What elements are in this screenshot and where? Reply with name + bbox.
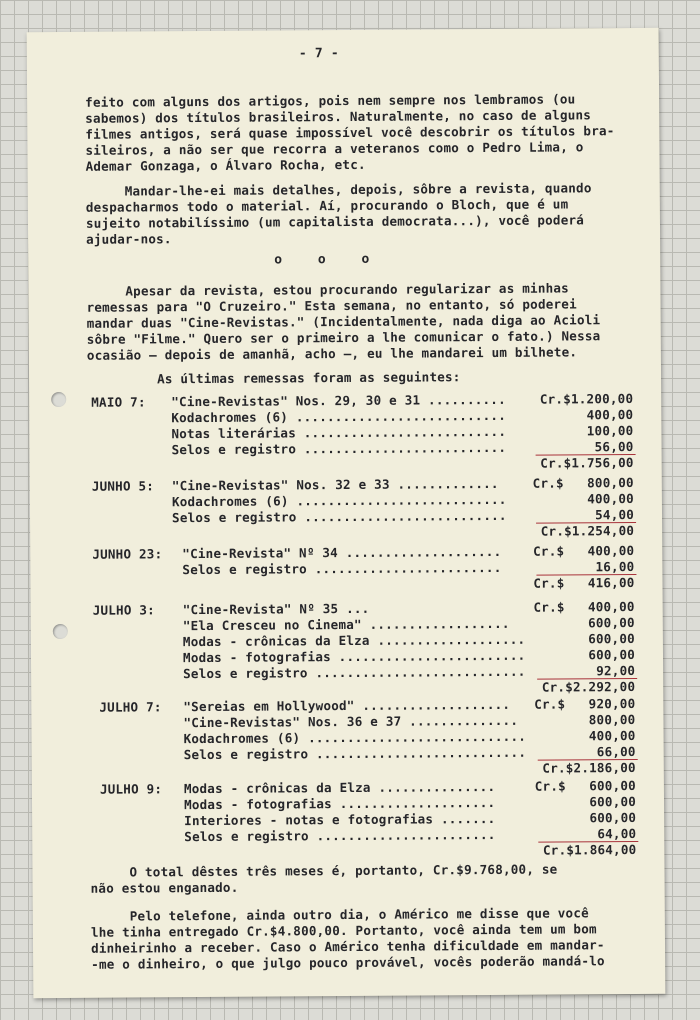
- remittance-date: JUNHO 5:: [91, 478, 155, 494]
- remittance-date: JULHO 9:: [99, 781, 163, 797]
- remittance-block: [29, 390, 661, 471]
- item-amount: 600,00: [589, 793, 637, 810]
- item-description: Selos e registro ..........................: [171, 439, 507, 458]
- text-line: mandar duas "Cine-Revistas." (Incidentalmente, nada diga ao Acioli: [86, 312, 601, 331]
- text-line: lhe tinha entregado Cr.$4.800,00. Portanto, você ainda tem um bom: [90, 921, 597, 940]
- item-description: "Cine-Revista" Nº 34 ....................: [182, 543, 502, 562]
- item-description: Modas - fotografias ....................: [183, 794, 496, 813]
- item-amount: 16,00: [595, 558, 635, 575]
- item-description: Modas - crônicas da Elza ...............: [183, 778, 496, 797]
- typed-text-area: [27, 28, 659, 972]
- item-amount: 400,00: [586, 406, 634, 423]
- remittance-date: JUNHO 23:: [92, 546, 163, 562]
- item-amount: 64,00: [597, 825, 637, 842]
- item-amount: Cr.$ 400,00: [533, 598, 635, 615]
- typed-letter-page: [27, 28, 666, 998]
- page-number: - 7 -: [298, 46, 339, 62]
- item-description: Selos e registro ..........................: [171, 507, 507, 526]
- text-line: filmes antigos, será quase impossível você descobrir os títulos bra-: [85, 123, 615, 142]
- text-line: ocasião — depois de amanhã, acho —, eu lhe mandarei um bilhete.: [86, 344, 578, 363]
- item-amount: 800,00: [588, 711, 636, 728]
- remittance-total: Cr.$ 416,00: [533, 574, 635, 591]
- remittance-total: Cr.$2.292,00: [541, 678, 636, 695]
- binder-hole: [51, 392, 66, 407]
- item-amount: Cr.$ 920,00: [534, 695, 636, 712]
- text-line: ajudar-nos.: [86, 231, 172, 247]
- remittance-total: Cr.$1.254,00: [540, 522, 635, 539]
- item-description: Selos e registro .......................: [184, 826, 496, 845]
- item-amount: 54,00: [595, 506, 635, 523]
- item-description: Kodachromes (6) ............................: [183, 728, 527, 747]
- remittance-block: [30, 474, 662, 539]
- item-amount: 600,00: [588, 646, 636, 663]
- item-amount: Cr.$ 600,00: [534, 777, 636, 794]
- item-amount: 100,00: [586, 422, 634, 439]
- item-description: "Cine-Revistas" Nos. 36 e 37 ..............: [183, 712, 519, 731]
- item-amount: 600,00: [588, 630, 635, 647]
- text-line: Mandar-lhe-ei mais detalhes, depois, sôbre a revista, quando: [85, 180, 592, 199]
- item-amount: Cr.$ 400,00: [533, 542, 635, 559]
- item-description: Kodachromes (6) ...........................: [171, 491, 507, 510]
- text-line: não estou enganado.: [90, 879, 239, 896]
- item-amount: 400,00: [588, 727, 636, 744]
- item-description: Kodachromes (6) ...........................: [171, 407, 507, 426]
- item-amount: 600,00: [589, 809, 637, 826]
- item-amount: Cr.$1.200,00: [539, 390, 634, 407]
- remittance-total: Cr.$1.864,00: [542, 841, 637, 858]
- item-description: Selos e registro ...........................: [183, 744, 527, 763]
- text-line: -me o dinheiro, o que julgo pouco provável, vocês poderão mandá-lo: [91, 953, 605, 972]
- item-description: Selos e registro ........................: [182, 559, 502, 578]
- item-description: Modas - crônicas da Elza ...................: [182, 631, 526, 650]
- text-line: sujeito notabilíssimo (um capitalista democrata...), você poderá: [85, 212, 585, 231]
- section-separator: o o o: [274, 251, 384, 268]
- text-line: despacharmos todo o material. Aí, procurando o Bloch, que é um: [85, 196, 569, 215]
- item-amount: 66,00: [596, 743, 636, 760]
- item-amount: 56,00: [594, 438, 634, 455]
- remittance-block: [32, 777, 664, 858]
- item-amount: 600,00: [588, 614, 635, 631]
- ledger-intro: As últimas remessas foram as seguintes:: [157, 369, 461, 387]
- text-line: feito com alguns dos artigos, pois nem sempre nos lembramos (ou: [85, 91, 576, 110]
- remittance-block: [30, 542, 662, 591]
- item-amount: 92,00: [596, 662, 636, 679]
- item-description: Interiores - notas e fotografias .......: [184, 810, 496, 829]
- remittance-total: Cr.$1.756,00: [540, 454, 634, 471]
- text-line: Apesar da revista, estou procurando regularizar as minhas: [86, 280, 569, 299]
- text-line: Ademar Gonzaga, o Álvaro Rocha, etc.: [85, 156, 366, 174]
- text-line: Pelo telefone, ainda outro dia, o Américo me disse que você: [90, 905, 589, 924]
- remittance-total: Cr.$2.186,00: [542, 759, 636, 776]
- text-line: remessas para "O Cruzeiro." Esta semana, no entanto, só poderei: [86, 296, 577, 315]
- remittance-date: MAIO 7:: [91, 394, 146, 410]
- remittance-block: [31, 695, 663, 776]
- item-amount: Cr.$ 800,00: [532, 474, 634, 491]
- item-description: "Cine-Revistas" Nos. 32 e 33 .............: [171, 475, 499, 494]
- item-description: "Cine-Revistas" Nos. 29, 30 e 31 ..........: [171, 391, 506, 410]
- item-description: "Cine-Revista" Nº 35 ...: [182, 600, 370, 618]
- text-line: sabemos) dos títulos brasileiros. Naturalmente, no caso de alguns: [85, 107, 592, 126]
- text-line: sôbre "Filme." Quero ser o primeiro a lhe comunicar o fato.) Nessa: [86, 328, 601, 347]
- remittance-date: JULHO 3:: [92, 602, 155, 618]
- item-description: Notas literárias ..........................: [171, 423, 507, 442]
- item-description: "Ela Cresceu no Cinema" ..................: [182, 615, 510, 634]
- item-description: "Sereias em Hollywood" ...................: [183, 696, 511, 715]
- item-description: Modas - fotografias ........................: [182, 647, 526, 666]
- text-line: O total dêstes três meses é, portanto, Cr.$9.768,00, se: [90, 861, 558, 880]
- remittance-date: JULHO 7:: [99, 699, 162, 715]
- item-description: Selos e registro ...........................: [183, 663, 526, 682]
- binder-hole: [53, 624, 68, 639]
- item-amount: 400,00: [587, 490, 634, 507]
- remittance-block: [31, 598, 663, 695]
- text-line: dinheirinho a receber. Caso o Américo tenha dificuldade em mandar-: [90, 937, 605, 956]
- text-line: sileiros, a não ser que recorra a veteranos como o Pedro Lima, o: [85, 139, 584, 158]
